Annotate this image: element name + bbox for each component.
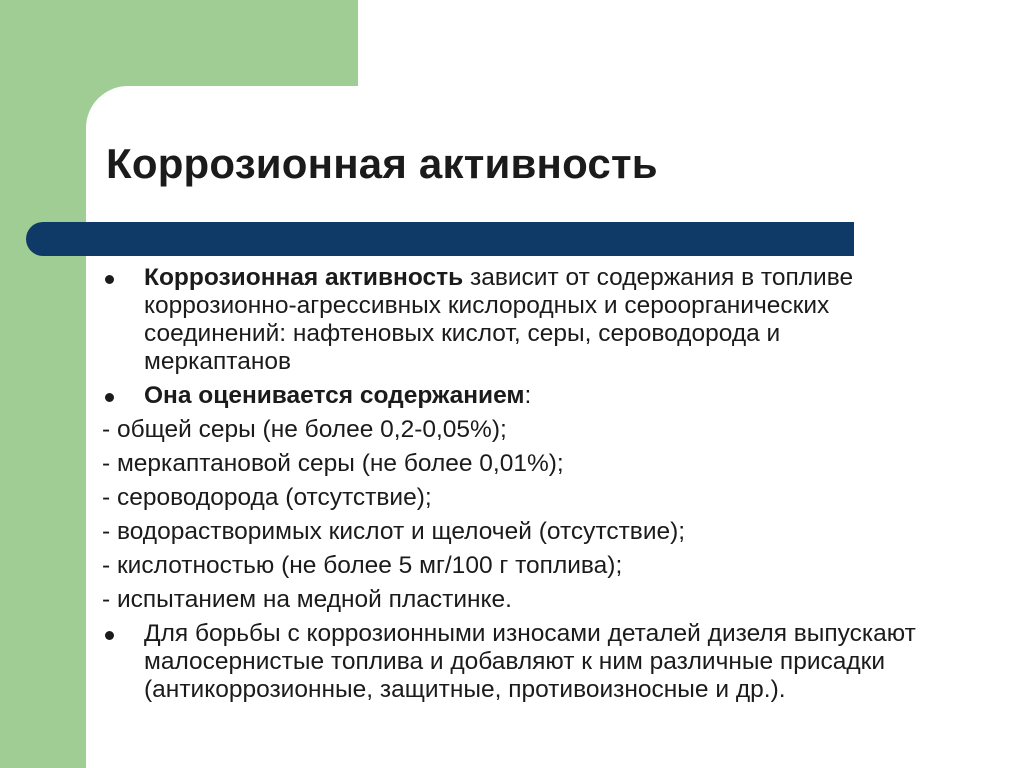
dash-item-total-sulfur: - общей серы (не более 0,2-0,05%); <box>102 416 507 443</box>
bullet-icon <box>105 393 114 402</box>
slide-body <box>102 264 922 704</box>
dash-item-acidity: - кислотностью (не более 5 мг/100 г топлива); <box>102 552 623 579</box>
dash-item-water-soluble-acids: - водорастворимых кислот и щелочей (отсутствие); <box>102 518 686 545</box>
bullet-text: Для борьбы с коррозионными износами деталей дизеля выпускают малосернистые топлива и добавляют к ним различные присадки (антикоррозионные, защитные, противоизносные и др.). <box>144 620 916 703</box>
bullet-item-evaluation <box>102 382 922 410</box>
dash-item-copper-plate-test: - испытанием на медной пластинке. <box>102 586 512 613</box>
dash-item-mercaptan-sulfur: - меркаптановой серы (не более 0,01%); <box>102 450 564 477</box>
bullet-icon <box>105 275 114 284</box>
bullet-icon <box>105 631 114 640</box>
bullet-item-corrosion <box>102 264 922 376</box>
bullet-bold-text: Коррозионная активность <box>144 264 464 291</box>
bullet-item-countermeasures <box>102 620 922 704</box>
bullet-bold-text: Она оценивается содержанием <box>144 382 525 409</box>
bullet-text: : <box>524 382 532 409</box>
dash-item-hydrogen-sulfide: - сероводорода (отсутствие); <box>102 484 432 511</box>
bullet-text: зависит от содержания в топливе коррозионно-агрессивных кислородных и сероорганических соединений: нафтеновых кислот, серы, сероводорода и меркаптанов <box>144 264 854 375</box>
title-underline-bar <box>26 222 854 256</box>
slide-title: Коррозионная активность <box>106 140 658 187</box>
